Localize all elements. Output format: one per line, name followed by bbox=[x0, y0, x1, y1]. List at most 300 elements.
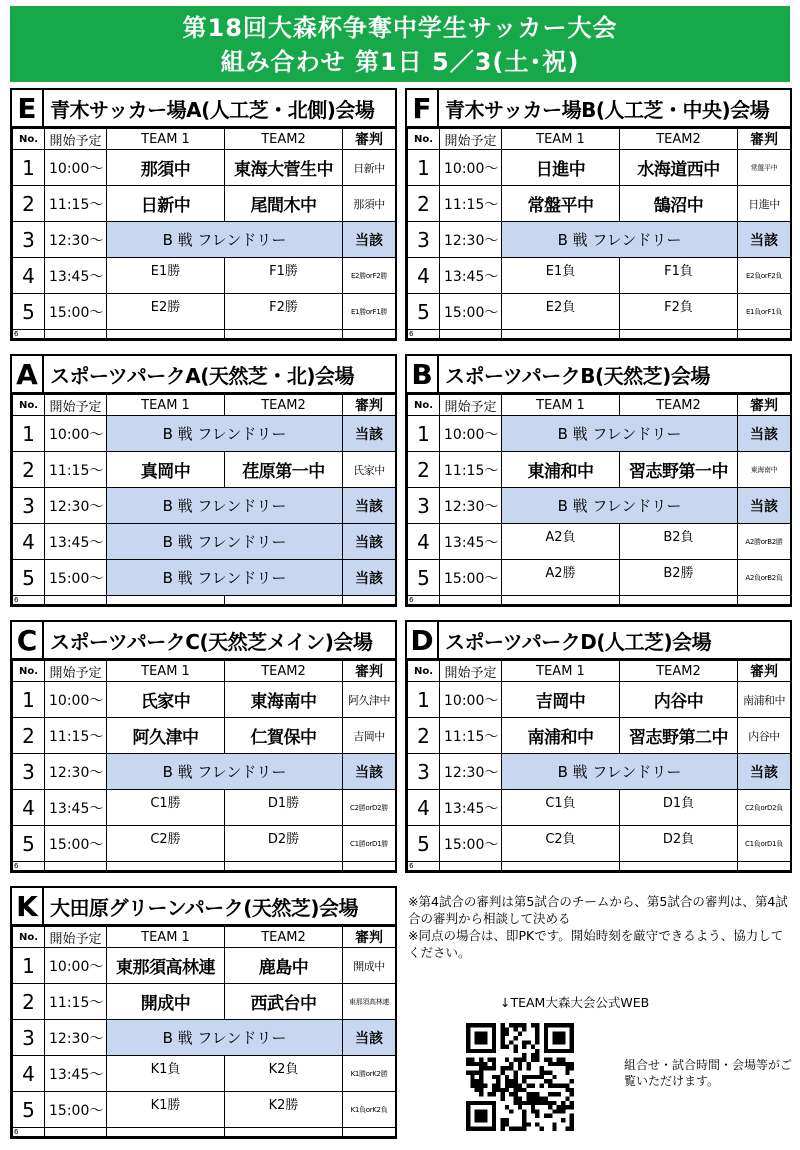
match-row bbox=[408, 416, 791, 452]
match-number-6: 6 bbox=[408, 330, 440, 339]
match-number: 3 bbox=[408, 754, 440, 790]
venue-title bbox=[12, 356, 395, 394]
referee: C1勝orD1勝 bbox=[343, 826, 396, 862]
empty-cell bbox=[225, 1128, 343, 1137]
match-row bbox=[408, 524, 791, 560]
team-1: 那須中 bbox=[107, 150, 225, 186]
referee: 当該 bbox=[738, 754, 791, 790]
empty-cell bbox=[45, 596, 107, 605]
match-row-6 bbox=[13, 1128, 396, 1137]
start-time: 15:00～ bbox=[440, 294, 502, 330]
referee: 当該 bbox=[738, 222, 791, 258]
team-1: 真岡中 bbox=[107, 452, 225, 488]
start-time: 11:15～ bbox=[45, 984, 107, 1020]
venue-name: スポーツパークA(天然芝・北)会場 bbox=[50, 363, 355, 388]
match-row bbox=[13, 150, 396, 186]
start-time: 11:15～ bbox=[45, 186, 107, 222]
header-row bbox=[408, 129, 791, 150]
referee: 日新中 bbox=[343, 150, 396, 186]
match-row bbox=[13, 416, 396, 452]
match-row bbox=[408, 186, 791, 222]
team-2: 西武台中 bbox=[225, 984, 343, 1020]
match-table bbox=[407, 394, 791, 605]
venue-name: スポーツパークD(人工芝)会場 bbox=[445, 629, 712, 654]
team-2: F2勝 bbox=[225, 294, 343, 330]
match-row bbox=[408, 488, 791, 524]
match-number: 3 bbox=[13, 222, 45, 258]
team-2: F1勝 bbox=[225, 258, 343, 294]
empty-cell bbox=[738, 330, 791, 339]
referee: C2勝orD2勝 bbox=[343, 790, 396, 826]
match-row bbox=[13, 294, 396, 330]
official-web-label: ↓TEAM大森大会公式WEB bbox=[500, 995, 650, 1010]
match-row bbox=[408, 560, 791, 596]
venue-letter: C bbox=[12, 622, 44, 658]
empty-cell bbox=[620, 862, 738, 871]
start-time: 15:00～ bbox=[45, 1092, 107, 1128]
column-no: No. bbox=[13, 129, 45, 150]
match-row bbox=[13, 754, 396, 790]
empty-cell bbox=[45, 330, 107, 339]
friendly-match: B 戦 フレンドリー bbox=[502, 416, 738, 452]
column-start: 開始予定 bbox=[440, 661, 502, 682]
start-time: 12:30～ bbox=[440, 754, 502, 790]
empty-cell bbox=[502, 862, 620, 871]
start-time: 15:00～ bbox=[440, 560, 502, 596]
referee: A2勝orB2勝 bbox=[738, 524, 791, 560]
start-time: 13:45～ bbox=[45, 524, 107, 560]
column-start: 開始予定 bbox=[45, 395, 107, 416]
team-2: 水海道西中 bbox=[620, 150, 738, 186]
column-team2: TEAM2 bbox=[225, 927, 343, 948]
header-row bbox=[13, 661, 396, 682]
team-2: 内谷中 bbox=[620, 682, 738, 718]
referee: 当該 bbox=[343, 524, 396, 560]
match-number: 2 bbox=[13, 984, 45, 1020]
team-2: D2負 bbox=[620, 826, 738, 862]
referee: C2負orD2負 bbox=[738, 790, 791, 826]
team-2: D1勝 bbox=[225, 790, 343, 826]
start-time: 15:00～ bbox=[45, 294, 107, 330]
start-time: 10:00～ bbox=[440, 150, 502, 186]
team-1: 東那須高林連 bbox=[107, 948, 225, 984]
friendly-match: B 戦 フレンドリー bbox=[107, 754, 343, 790]
friendly-match: B 戦 フレンドリー bbox=[502, 488, 738, 524]
column-team2: TEAM2 bbox=[225, 395, 343, 416]
referee: 常盤平中 bbox=[738, 150, 791, 186]
team-1: 日新中 bbox=[107, 186, 225, 222]
match-number: 5 bbox=[408, 294, 440, 330]
match-row bbox=[13, 258, 396, 294]
column-team1: TEAM 1 bbox=[107, 395, 225, 416]
column-no: No. bbox=[408, 129, 440, 150]
referee: 東海南中 bbox=[738, 452, 791, 488]
match-table bbox=[12, 660, 396, 871]
team-1: 日進中 bbox=[502, 150, 620, 186]
match-row bbox=[408, 790, 791, 826]
header-row bbox=[408, 395, 791, 416]
match-table bbox=[12, 394, 396, 605]
start-time: 13:45～ bbox=[45, 258, 107, 294]
team-1: C2負 bbox=[502, 826, 620, 862]
team-1: 常盤平中 bbox=[502, 186, 620, 222]
column-referee: 審判 bbox=[738, 395, 791, 416]
referee: E2勝orF2勝 bbox=[343, 258, 396, 294]
column-team2: TEAM2 bbox=[225, 661, 343, 682]
qr-code[interactable] bbox=[466, 1023, 574, 1131]
team-1: A2勝 bbox=[502, 560, 620, 596]
team-2: 習志野第二中 bbox=[620, 718, 738, 754]
team-2: 仁賀保中 bbox=[225, 718, 343, 754]
venue-f bbox=[405, 88, 792, 341]
column-start: 開始予定 bbox=[45, 129, 107, 150]
team-2: D1負 bbox=[620, 790, 738, 826]
team-1: 東浦和中 bbox=[502, 452, 620, 488]
team-1: E2勝 bbox=[107, 294, 225, 330]
match-number: 4 bbox=[13, 790, 45, 826]
match-number: 1 bbox=[408, 682, 440, 718]
match-row bbox=[408, 452, 791, 488]
team-1: E1勝 bbox=[107, 258, 225, 294]
empty-cell bbox=[107, 862, 225, 871]
empty-cell bbox=[343, 330, 396, 339]
column-referee: 審判 bbox=[738, 129, 791, 150]
column-team2: TEAM2 bbox=[620, 129, 738, 150]
team-1: 南浦和中 bbox=[502, 718, 620, 754]
empty-cell bbox=[107, 596, 225, 605]
venue-d bbox=[405, 620, 792, 873]
team-1: C2勝 bbox=[107, 826, 225, 862]
column-start: 開始予定 bbox=[45, 661, 107, 682]
empty-cell bbox=[45, 1128, 107, 1137]
start-time: 11:15～ bbox=[45, 452, 107, 488]
team-1: 開成中 bbox=[107, 984, 225, 1020]
match-number-6: 6 bbox=[13, 1128, 45, 1137]
match-row bbox=[13, 524, 396, 560]
notes bbox=[408, 893, 792, 961]
match-row bbox=[13, 1092, 396, 1128]
match-number: 1 bbox=[408, 416, 440, 452]
match-number: 3 bbox=[13, 1020, 45, 1056]
referee: 南浦和中 bbox=[738, 682, 791, 718]
team-2: 鹿島中 bbox=[225, 948, 343, 984]
header-row bbox=[13, 129, 396, 150]
start-time: 13:45～ bbox=[440, 790, 502, 826]
match-number: 5 bbox=[13, 826, 45, 862]
column-no: No. bbox=[13, 927, 45, 948]
start-time: 13:45～ bbox=[45, 790, 107, 826]
match-row bbox=[408, 718, 791, 754]
start-time: 12:30～ bbox=[440, 488, 502, 524]
match-row-6 bbox=[13, 330, 396, 339]
empty-cell bbox=[738, 596, 791, 605]
venue-letter: B bbox=[407, 356, 439, 392]
team-1: E2負 bbox=[502, 294, 620, 330]
match-number: 4 bbox=[13, 258, 45, 294]
match-number: 3 bbox=[408, 222, 440, 258]
referee: A2負orB2負 bbox=[738, 560, 791, 596]
start-time: 10:00～ bbox=[440, 416, 502, 452]
start-time: 15:00～ bbox=[440, 826, 502, 862]
friendly-match: B 戦 フレンドリー bbox=[502, 222, 738, 258]
match-table bbox=[407, 660, 791, 871]
empty-cell bbox=[440, 862, 502, 871]
match-row bbox=[408, 222, 791, 258]
start-time: 12:30～ bbox=[45, 222, 107, 258]
team-2: D2勝 bbox=[225, 826, 343, 862]
team-1: E1負 bbox=[502, 258, 620, 294]
referee: 当該 bbox=[343, 754, 396, 790]
referee: 当該 bbox=[738, 488, 791, 524]
match-number-6: 6 bbox=[408, 862, 440, 871]
team-1: 吉岡中 bbox=[502, 682, 620, 718]
friendly-match: B 戦 フレンドリー bbox=[107, 416, 343, 452]
match-row bbox=[13, 1020, 396, 1056]
header-row bbox=[13, 927, 396, 948]
venue-k bbox=[10, 886, 397, 1139]
match-row bbox=[408, 682, 791, 718]
referee: 当該 bbox=[343, 1020, 396, 1056]
column-referee: 審判 bbox=[343, 395, 396, 416]
column-team1: TEAM 1 bbox=[107, 661, 225, 682]
match-row-6 bbox=[13, 596, 396, 605]
match-row bbox=[408, 826, 791, 862]
start-time: 12:30～ bbox=[440, 222, 502, 258]
match-row bbox=[408, 754, 791, 790]
column-referee: 審判 bbox=[343, 661, 396, 682]
match-number: 5 bbox=[408, 560, 440, 596]
venue-e bbox=[10, 88, 397, 341]
team-2: 習志野第一中 bbox=[620, 452, 738, 488]
empty-cell bbox=[343, 596, 396, 605]
tournament-title: 第18回大森杯争奪中学生サッカー大会 bbox=[182, 14, 618, 42]
team-2: F2負 bbox=[620, 294, 738, 330]
header-row bbox=[13, 395, 396, 416]
match-number: 3 bbox=[13, 488, 45, 524]
match-number: 1 bbox=[13, 150, 45, 186]
referee: 阿久津中 bbox=[343, 682, 396, 718]
referee: 当該 bbox=[343, 488, 396, 524]
empty-cell bbox=[620, 596, 738, 605]
match-number: 4 bbox=[408, 524, 440, 560]
team-1: C1勝 bbox=[107, 790, 225, 826]
match-number-6: 6 bbox=[13, 862, 45, 871]
match-number: 5 bbox=[13, 560, 45, 596]
referee: 当該 bbox=[738, 416, 791, 452]
venue-name: 青木サッカー場B(人工芝・中央)会場 bbox=[445, 97, 770, 122]
match-row bbox=[13, 948, 396, 984]
referee: C1負orD1負 bbox=[738, 826, 791, 862]
column-start: 開始予定 bbox=[440, 129, 502, 150]
friendly-match: B 戦 フレンドリー bbox=[502, 754, 738, 790]
column-team1: TEAM 1 bbox=[502, 395, 620, 416]
empty-cell bbox=[343, 862, 396, 871]
referee: K1負orK2負 bbox=[343, 1092, 396, 1128]
match-table bbox=[12, 926, 396, 1137]
match-row bbox=[408, 294, 791, 330]
column-referee: 審判 bbox=[343, 129, 396, 150]
match-row-6 bbox=[408, 596, 791, 605]
column-referee: 審判 bbox=[343, 927, 396, 948]
referee: K1勝orK2勝 bbox=[343, 1056, 396, 1092]
note-referee: ※第4試合の審判は第5試合のチームから、第5試合の審判は、第4試合の審判から相談して決める bbox=[408, 894, 788, 926]
match-number-6: 6 bbox=[13, 596, 45, 605]
match-number-6: 6 bbox=[408, 596, 440, 605]
empty-cell bbox=[107, 1128, 225, 1137]
column-team2: TEAM2 bbox=[620, 395, 738, 416]
empty-cell bbox=[440, 330, 502, 339]
empty-cell bbox=[45, 862, 107, 871]
match-row bbox=[13, 984, 396, 1020]
empty-cell bbox=[107, 330, 225, 339]
match-row bbox=[13, 790, 396, 826]
start-time: 11:15～ bbox=[440, 186, 502, 222]
match-row bbox=[13, 222, 396, 258]
match-number: 5 bbox=[13, 294, 45, 330]
start-time: 10:00～ bbox=[45, 150, 107, 186]
empty-cell bbox=[343, 1128, 396, 1137]
referee: E1負orF1負 bbox=[738, 294, 791, 330]
match-row-6 bbox=[408, 862, 791, 871]
start-time: 12:30～ bbox=[45, 754, 107, 790]
team-1: C1負 bbox=[502, 790, 620, 826]
venue-c bbox=[10, 620, 397, 873]
match-row bbox=[13, 682, 396, 718]
team-2: 荏原第一中 bbox=[225, 452, 343, 488]
match-number: 1 bbox=[408, 150, 440, 186]
venue-name: 大田原グリーンパーク(天然芝)会場 bbox=[50, 895, 358, 920]
referee: E2負orF2負 bbox=[738, 258, 791, 294]
match-number: 1 bbox=[13, 416, 45, 452]
header-row bbox=[408, 661, 791, 682]
column-no: No. bbox=[13, 395, 45, 416]
start-time: 10:00～ bbox=[440, 682, 502, 718]
team-2: 鵠沼中 bbox=[620, 186, 738, 222]
empty-cell bbox=[225, 330, 343, 339]
column-team1: TEAM 1 bbox=[502, 661, 620, 682]
match-table bbox=[407, 128, 791, 339]
team-1: A2負 bbox=[502, 524, 620, 560]
column-start: 開始予定 bbox=[440, 395, 502, 416]
friendly-match: B 戦 フレンドリー bbox=[107, 524, 343, 560]
team-2: 尾間木中 bbox=[225, 186, 343, 222]
empty-cell bbox=[225, 862, 343, 871]
start-time: 15:00～ bbox=[45, 826, 107, 862]
team-1: 氏家中 bbox=[107, 682, 225, 718]
match-number: 1 bbox=[13, 682, 45, 718]
match-number: 5 bbox=[13, 1092, 45, 1128]
match-row-6 bbox=[408, 330, 791, 339]
team-1: K1負 bbox=[107, 1056, 225, 1092]
team-2: K2勝 bbox=[225, 1092, 343, 1128]
empty-cell bbox=[620, 330, 738, 339]
column-team1: TEAM 1 bbox=[107, 129, 225, 150]
empty-cell bbox=[502, 330, 620, 339]
match-row bbox=[13, 452, 396, 488]
empty-cell bbox=[225, 596, 343, 605]
start-time: 15:00～ bbox=[45, 560, 107, 596]
venue-letter: A bbox=[12, 356, 44, 392]
match-row bbox=[13, 826, 396, 862]
venue-letter: F bbox=[407, 90, 439, 126]
referee: 当該 bbox=[343, 416, 396, 452]
start-time: 10:00～ bbox=[45, 416, 107, 452]
empty-cell bbox=[738, 862, 791, 871]
match-number-6: 6 bbox=[13, 330, 45, 339]
venue-title bbox=[12, 90, 395, 128]
friendly-match: B 戦 フレンドリー bbox=[107, 488, 343, 524]
friendly-match: B 戦 フレンドリー bbox=[107, 1020, 343, 1056]
match-row bbox=[13, 560, 396, 596]
note-pk: ※同点の場合は、即PKです。開始時刻を厳守できるよう、協力してください。 bbox=[408, 928, 784, 960]
venue-title bbox=[12, 888, 395, 926]
match-number: 3 bbox=[13, 754, 45, 790]
match-number: 2 bbox=[408, 186, 440, 222]
match-row bbox=[13, 186, 396, 222]
venue-title bbox=[407, 90, 790, 128]
match-number: 5 bbox=[408, 826, 440, 862]
start-time: 11:15～ bbox=[440, 452, 502, 488]
match-number: 2 bbox=[408, 452, 440, 488]
friendly-match: B 戦 フレンドリー bbox=[107, 560, 343, 596]
venue-name: スポーツパークB(天然芝)会場 bbox=[445, 363, 710, 388]
match-row bbox=[13, 1056, 396, 1092]
start-time: 13:45～ bbox=[440, 524, 502, 560]
referee: 氏家中 bbox=[343, 452, 396, 488]
column-no: No. bbox=[13, 661, 45, 682]
match-number: 4 bbox=[408, 790, 440, 826]
venue-a bbox=[10, 354, 397, 607]
team-2: F1負 bbox=[620, 258, 738, 294]
team-2: B2勝 bbox=[620, 560, 738, 596]
start-time: 10:00～ bbox=[45, 682, 107, 718]
column-start: 開始予定 bbox=[45, 927, 107, 948]
match-number: 2 bbox=[13, 186, 45, 222]
column-no: No. bbox=[408, 395, 440, 416]
venue-letter: D bbox=[407, 622, 439, 658]
venue-title bbox=[407, 622, 790, 660]
referee: 吉岡中 bbox=[343, 718, 396, 754]
match-row bbox=[408, 258, 791, 294]
empty-cell bbox=[502, 596, 620, 605]
match-number: 1 bbox=[13, 948, 45, 984]
column-team1: TEAM 1 bbox=[502, 129, 620, 150]
column-no: No. bbox=[408, 661, 440, 682]
column-referee: 審判 bbox=[738, 661, 791, 682]
venue-name: 青木サッカー場A(人工芝・北側)会場 bbox=[50, 97, 375, 122]
friendly-match: B 戦 フレンドリー bbox=[107, 222, 343, 258]
referee: 当該 bbox=[343, 560, 396, 596]
schedule-subtitle: 組み合わせ 第1日 5／3(土･祝) bbox=[220, 48, 580, 76]
team-1: K1勝 bbox=[107, 1092, 225, 1128]
team-1: 阿久津中 bbox=[107, 718, 225, 754]
start-time: 11:15～ bbox=[45, 718, 107, 754]
qr-caption: 組合せ・試合時間・会場等がご覧いただけます。 bbox=[624, 1058, 793, 1088]
match-number: 2 bbox=[13, 718, 45, 754]
column-team1: TEAM 1 bbox=[107, 927, 225, 948]
start-time: 12:30～ bbox=[45, 488, 107, 524]
referee: 開成中 bbox=[343, 948, 396, 984]
venue-letter: E bbox=[12, 90, 44, 126]
start-time: 10:00～ bbox=[45, 948, 107, 984]
venue-letter: K bbox=[12, 888, 44, 924]
match-row bbox=[408, 150, 791, 186]
team-2: 東海大菅生中 bbox=[225, 150, 343, 186]
match-number: 3 bbox=[408, 488, 440, 524]
match-row bbox=[13, 488, 396, 524]
column-team2: TEAM2 bbox=[225, 129, 343, 150]
empty-cell bbox=[440, 596, 502, 605]
